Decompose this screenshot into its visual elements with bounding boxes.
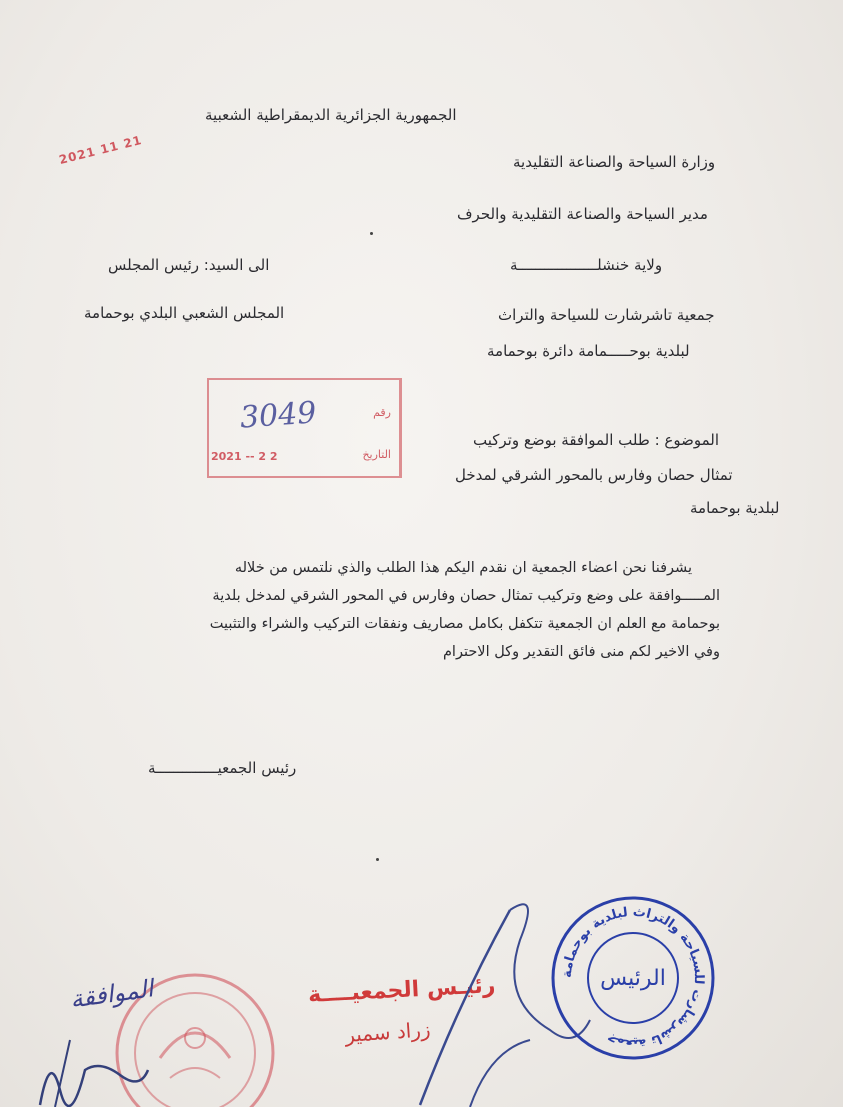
seal-center-text: الرئيس — [600, 966, 666, 991]
handwritten-signature-left — [30, 1030, 150, 1107]
body-line-2: المـــــوافقة على وضع وتركيب تمثال حصان وفارس في المحور الشرقي لمدخل بلدية — [212, 588, 720, 604]
stamp-label-number: رقم — [373, 406, 391, 419]
signature-name-handwritten: زراد سمير — [344, 1017, 432, 1047]
speck — [370, 232, 373, 235]
recipient-council: المجلس الشعبي البلدي بوحمامة — [84, 304, 285, 322]
signature-title-handwritten: رئيـس الجمعيــــة — [307, 973, 496, 1008]
association-seal — [548, 893, 718, 1063]
subject-line-3: لبلدية بوحمامة — [690, 499, 780, 517]
directorate-line: مدير السياحة والصناعة التقليدية والحرف — [457, 205, 708, 223]
body-paragraph — [80, 554, 720, 666]
stamp-label-date: التاريخ — [362, 448, 391, 461]
municipality-line: لبلدية بوحـــــمامة دائرة بوحمامة — [487, 342, 690, 360]
association-name: جمعية تاشرشارت للسياحة والتراث — [498, 306, 715, 324]
body-line-4: وفي الاخير لكم منى فائق التقدير وكل الاحترام — [442, 644, 720, 660]
subject-line-1: الموضوع : طلب الموافقة بوضع وتركيب — [473, 431, 719, 449]
approval-note: الموافقة — [68, 974, 155, 1014]
speck — [376, 858, 379, 861]
stamp-date: 2021 -- 2 2 — [211, 450, 278, 463]
seal-ring-text: جمعية تاشرشارت للسياحة والتراث لبلدية بوحمامة — [559, 904, 707, 1052]
recipient-to: الى السيد: رئيس المجلس — [108, 256, 270, 274]
subject-line-2: تمثال حصان وفارس بالمحور الشرقي لمدخل — [455, 466, 733, 484]
signature-label: رئيس الجمعيــــــــــــــة — [148, 759, 297, 777]
republic-heading: الجمهورية الجزائرية الديمقراطية الشعبية — [205, 106, 457, 124]
body-line-1: يشرفنا نحن اعضاء الجمعية ان نقدم اليكم هذا الطلب والذي نلتمس من خلاله — [234, 560, 692, 576]
received-date-stamp: 2021 11 21 — [57, 132, 144, 168]
ministry-line: وزارة السياحة والصناعة التقليدية — [513, 153, 716, 171]
body-line-3: بوحمامة مع العلم ان الجمعية تتكفل بكامل مصاريف ونفقات التركيب والشراء والتثبيت — [209, 616, 720, 632]
registration-number: 3049 — [238, 395, 318, 436]
wilaya-line: ولاية خنشلــــــــــــــــــة — [510, 256, 663, 274]
